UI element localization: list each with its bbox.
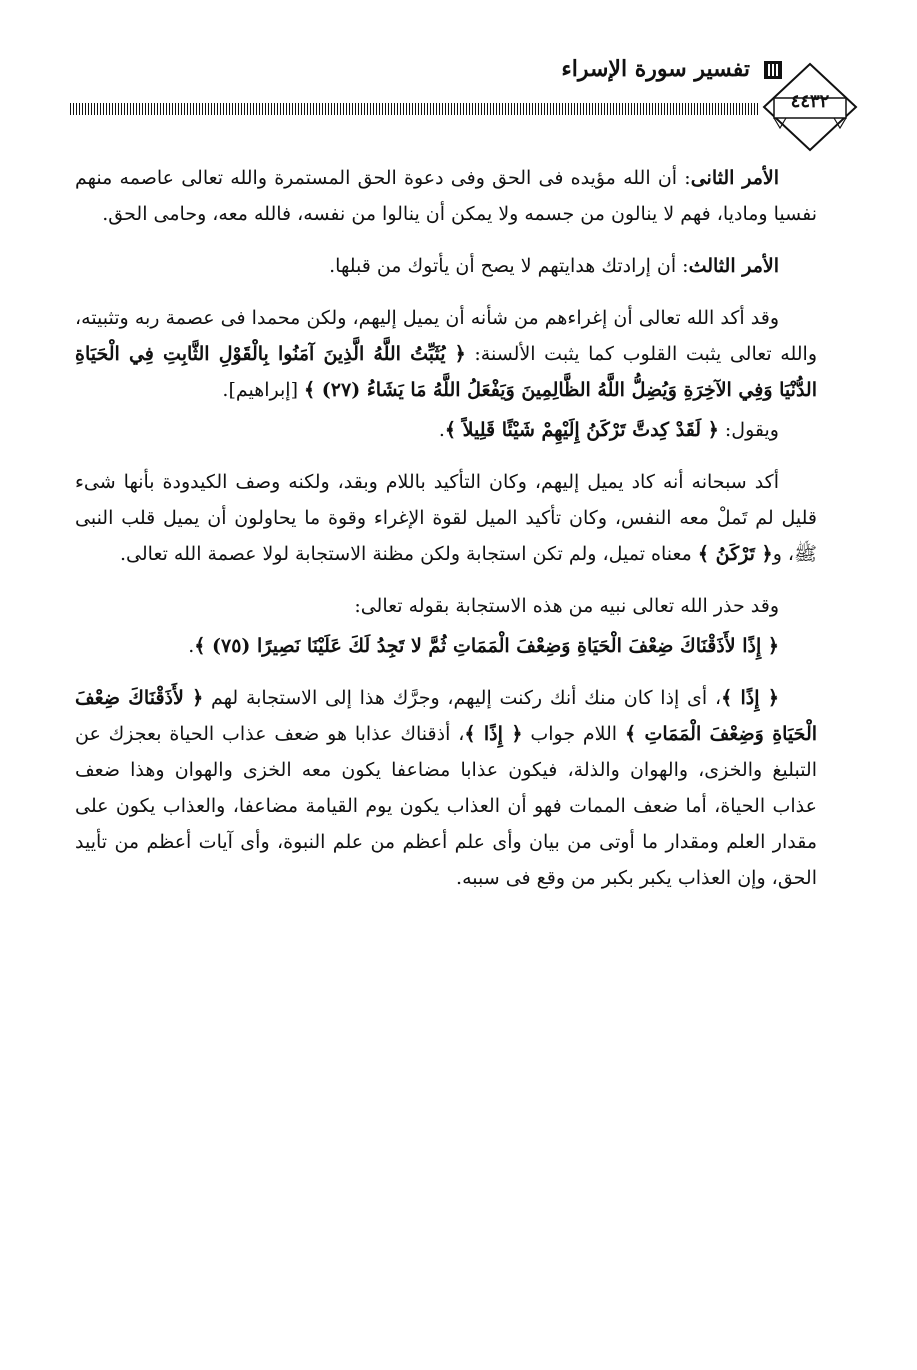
header-rule [70, 103, 760, 115]
surah-reference: [إبراهيم]. [222, 379, 298, 401]
paragraph-text: ، أذقناك عذابا هو ضعف عذاب الحياة بعجزك عن التبليغ والخزى، والهوان والذلة، فيكون عذابا مضاعفا يكون معه الخزى والهوان وهذا ضعف عذاب الحياة، أما ضعف الممات فهو أن العذاب يكون يوم القيامة مضاعفا، والعذاب يكون على مقدار العلم ومقدار ما أوتى من بيان وأى علم أعظم من علم النبوة، وأى آيات أعظم من تأييد الحق، وإن العذاب يكبر بكبر من وقع فى سببه. [75, 723, 817, 889]
paragraph-lead: الأمر الثالث [688, 255, 779, 277]
quran-verse: ﴿ إِذًا لأَذَقْنَاكَ ضِعْفَ الْحَيَاةِ وَضِعْفَ الْمَمَاتِ ثُمَّ لا تَجِدُ لَكَ عَلَيْنَا نَصِيرًا (٧٥) ﴾ [194, 635, 779, 657]
quran-verse: ﴿ لأَذَقْنَاكَ ضِعْفَ الْحَيَاةِ وَضِعْفَ الْمَمَاتِ ﴾ [75, 687, 818, 745]
paragraph-lead: الأمر الثانى [690, 167, 780, 189]
quran-word: ﴿ إِذًا ﴾ [721, 687, 779, 709]
quran-word: ﴿ تَرْكَنُ ﴾ [697, 543, 773, 565]
paragraph-explanation [75, 464, 817, 572]
paragraph-text: وقد حذر الله تعالى نبيه من هذه الاستجابة بقوله تعالى: [354, 595, 779, 617]
paragraph-text: ويقول: [724, 419, 779, 441]
quran-verse: ﴿ يُثَبِّتُ اللَّهُ الَّذِينَ آمَنُوا بِالْقَوْلِ الثَّابِتِ فِي الْحَيَاةِ الدُّنْيَا وَفِي الآخِرَةِ وَيُضِلُّ اللَّهُ الظَّالِمِينَ وَيَفْعَلُ اللَّهُ مَا يَشَاءُ (٢٧) ﴾ [75, 343, 817, 401]
quran-verse: ﴿ لَقَدْ كِدتَّ تَرْكَنُ إِلَيْهِمْ شَيْئًا قَلِيلاً ﴾ [444, 419, 719, 441]
paragraph-text: اللام جواب [530, 723, 618, 745]
paragraph-warning-intro [75, 588, 817, 624]
paragraph-emphasis [75, 300, 817, 408]
paragraph-verse-quote [75, 412, 817, 448]
running-title: تفسير سورة الإسراء [561, 56, 750, 82]
paragraph-commentary [75, 680, 817, 896]
paragraph-text: : أن إرادتك هدايتهم لا يصح أن يأتوك من قبلها. [329, 255, 689, 277]
paragraph-second-matter [75, 160, 817, 232]
page-header [60, 48, 860, 158]
paragraph-text: ، أى إذا كان منك أنك ركنت إليهم، وجرَّك هذا إلى الاستجابة لهم [211, 687, 722, 709]
paragraph-text: أكد سبحانه أنه كاد يميل إليهم، وكان التأكيد باللام وبقد، ولكنه وصف الكيدودة بأنها شىء قليل لم تَملْ معه النفس، وكان تأكيد الميل لقوة الإغراء وقوة ما يحاولون أن يميل قلب النبى ﷺ، و [75, 471, 817, 565]
paragraph-text: معناه تميل، ولم تكن استجابة ولكن مظنة الاستجابة لولا عصمة الله تعالى. [119, 543, 692, 565]
paragraph-end: . [438, 419, 445, 441]
paragraph-text: : أن الله مؤيده فى الحق وفى دعوة الحق المستمرة والله تعالى عاصمه منهم نفسيا وماديا، فهم لا ينالون من جسمه ولا يمكن أن ينالوا من نفسه، فالله معه، وحامى الحق. [75, 167, 817, 225]
paragraph-end: . [188, 635, 195, 657]
paragraph-warning-verse [75, 628, 817, 664]
paragraph-text: وقد أكد الله تعالى أن إغراءهم من شأنه أن يميل إليهم، ولكن محمدا فى عصمة ربه وتثبيته، والله تعالى يثبت القلوب كما يثبت الألسنة: [75, 307, 817, 365]
quran-word: ﴿ إِذًا ﴾ [464, 723, 523, 745]
page-number: ٤٤٣٢ [790, 91, 830, 112]
paragraph-third-matter [75, 248, 817, 284]
page-body [75, 160, 817, 912]
